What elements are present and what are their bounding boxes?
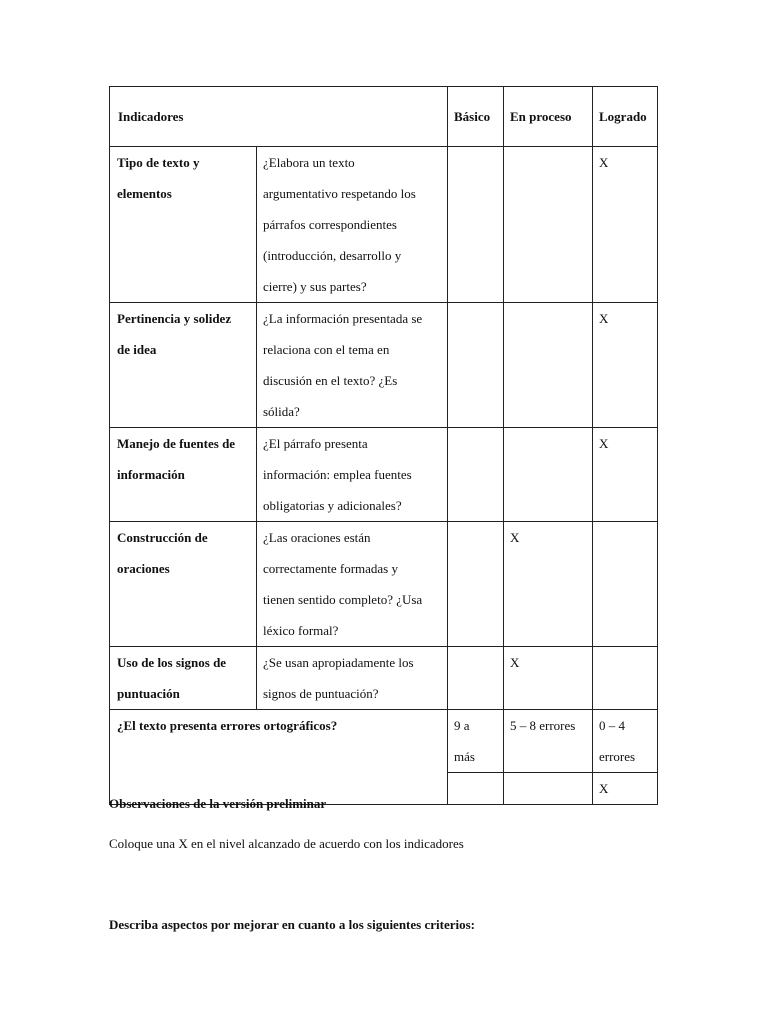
question-cell: ¿Las oraciones están correctamente formadas y tienen sentido completo? ¿Usa léxico formal? [257,522,448,647]
basico-mark-cell[interactable] [448,647,504,710]
evaluation-rubric-table [109,86,658,805]
observations-title: Observaciones de la versión preliminar [109,796,327,811]
errors-range-row [110,710,658,773]
question-cell: ¿Se usan apropiadamente los signos de puntuación? [257,647,448,710]
indicator-cell: Uso de los signos de puntuación [110,647,257,710]
table-row [110,522,658,647]
table-header-row [110,87,658,147]
logrado-mark-cell[interactable] [593,522,658,647]
basico-mark-cell[interactable] [448,303,504,428]
logrado-mark-cell[interactable]: X [593,147,658,303]
basico-mark-cell[interactable] [448,522,504,647]
errors-en-proceso-range: 5 – 8 errores [504,710,593,773]
header-basico: Básico [448,87,504,147]
question-cell: ¿El párrafo presenta información: emplea fuentes obligatorias y adicionales? [257,428,448,522]
indicator-cell: Tipo de texto y elementos [110,147,257,303]
logrado-mark-cell[interactable] [593,647,658,710]
table-row [110,647,658,710]
logrado-mark-cell[interactable]: X [593,303,658,428]
question-cell: ¿Elabora un texto argumentativo respetando los párrafos correspondientes (introducción, desarrollo y cierre) y sus partes? [257,147,448,303]
errors-en-proceso-mark-cell[interactable] [504,773,593,805]
errors-logrado-mark-cell[interactable]: X [593,773,658,805]
en-proceso-mark-cell[interactable] [504,428,593,522]
header-logrado: Logrado [593,87,658,147]
errors-basico-range: 9 a más [448,710,504,773]
indicator-cell: Pertinencia y solidez de idea [110,303,257,428]
en-proceso-mark-cell[interactable]: X [504,522,593,647]
errors-question-cell: ¿El texto presenta errores ortográficos? [110,710,448,805]
header-indicadores: Indicadores [110,87,448,147]
indicator-cell: Construcción de oraciones [110,522,257,647]
criteria-title: Describa aspectos por mejorar en cuanto a los siguientes criterios: [109,917,475,932]
en-proceso-mark-cell[interactable] [504,147,593,303]
question-cell: ¿La información presentada se relaciona con el tema en discusión en el texto? ¿Es sólida? [257,303,448,428]
errors-logrado-range: 0 – 4 errores [593,710,658,773]
basico-mark-cell[interactable] [448,147,504,303]
instruction-text: Coloque una X en el nivel alcanzado de acuerdo con los indicadores [109,836,464,851]
table-row [110,147,658,303]
table-row [110,303,658,428]
logrado-mark-cell[interactable]: X [593,428,658,522]
table-row [110,428,658,522]
header-en-proceso: En proceso [504,87,593,147]
en-proceso-mark-cell[interactable]: X [504,647,593,710]
en-proceso-mark-cell[interactable] [504,303,593,428]
errors-basico-mark-cell[interactable] [448,773,504,805]
basico-mark-cell[interactable] [448,428,504,522]
indicator-cell: Manejo de fuentes de información [110,428,257,522]
